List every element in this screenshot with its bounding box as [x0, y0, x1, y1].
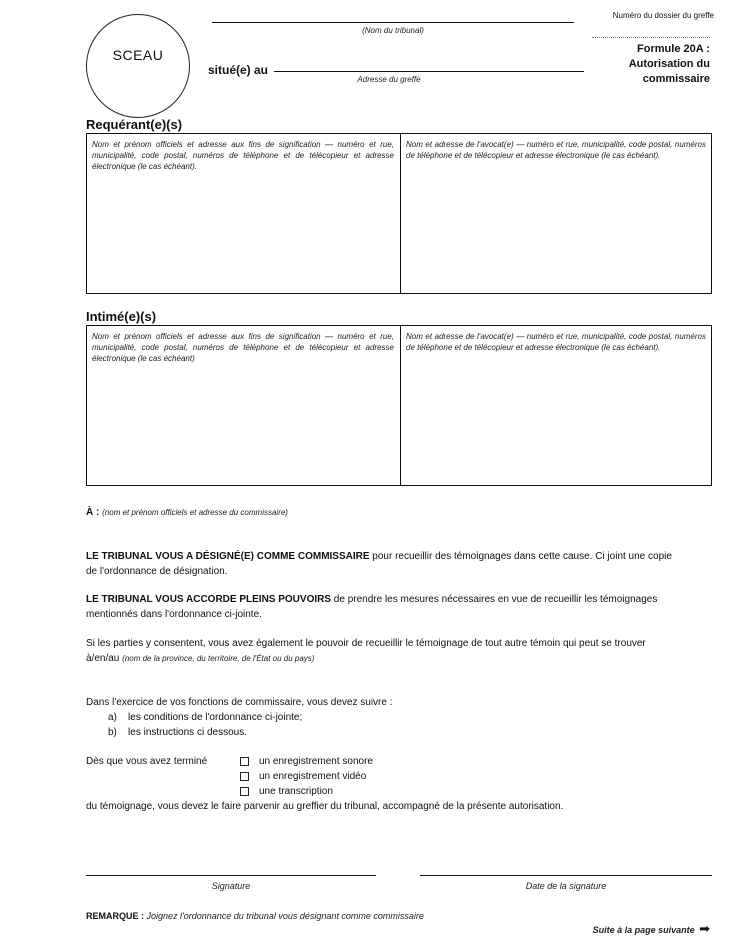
remark-label: REMARQUE :	[86, 911, 144, 921]
court-name-line	[212, 22, 574, 23]
consent-prefix: à/en/au	[86, 653, 120, 664]
respondents-lawyer-caption: Nom et adresse de l'avocat(e) — numéro et rue, municipalité, code postal, numéros de téléphone et de télécopieur et adresse électronique (le cas échéant).	[406, 332, 706, 352]
form-title-line2: commissaire	[642, 73, 710, 85]
applicants-heading: Requérant(e)(s)	[86, 117, 183, 132]
option-video-label: un enregistrement vidéo	[259, 771, 367, 782]
applicants-lawyer-caption: Nom et adresse de l'avocat(e) — numéro et rue, municipalité, code postal, numéros de téléphone et de télécopieur et adresse électronique (le cas échéant).	[406, 140, 706, 160]
file-number-line	[592, 37, 710, 38]
right-arrow-icon: ➡	[699, 921, 710, 936]
finished-end: du témoignage, vous devez le faire parvenir au greffier du tribunal, accompagné de la présente autorisation.	[86, 801, 564, 812]
respondents-divider	[400, 325, 401, 486]
option-video[interactable]	[240, 769, 366, 784]
designation-text: pour recueillir des témoignages dans cette cause. Ci joint une copie	[369, 551, 672, 562]
item-a-text: les conditions de l'ordonnance ci-jointe;	[128, 712, 303, 723]
powers-text: de prendre les mesures nécessaires en vue de recueillir les témoignages	[331, 594, 658, 605]
consent-line1: Si les parties y consentent, vous avez également le pouvoir de recueillir le témoignage de tout autre témoin qui peut se trouver	[86, 638, 646, 649]
paragraph-duties	[86, 695, 716, 740]
applicants-party-caption: Nom et prénom officiels et adresse aux fins de signification — numéro et rue, municipalité, code postal, numéros de téléphone et de télécopieur et adresse électronique (le cas échéant).	[92, 140, 394, 171]
item-b-marker: b)	[108, 727, 117, 738]
file-number-caption: Numéro du dossier du greffe	[612, 11, 714, 20]
audio-checkbox[interactable]	[240, 757, 249, 766]
applicants-divider	[400, 133, 401, 294]
date-line[interactable]	[420, 875, 712, 876]
item-b-text: les instructions ci dessous.	[128, 727, 247, 738]
paragraph-powers	[86, 592, 716, 622]
located-label: situé(e) au	[208, 63, 269, 77]
seal-circle	[86, 14, 190, 118]
address-line	[274, 71, 584, 72]
duties-intro: Dans l'exercice de vos fonctions de commissaire, vous devez suivre :	[86, 697, 393, 708]
seal-label: SCEAU	[112, 47, 164, 63]
to-caption: (nom et prénom officiels et adresse du commissaire)	[102, 508, 288, 517]
option-audio[interactable]	[240, 754, 373, 769]
option-transcript[interactable]	[240, 784, 333, 799]
item-a-marker: a)	[108, 712, 117, 723]
designation-line2: de l'ordonnance de désignation.	[86, 566, 228, 577]
form-number: Formule 20A :	[637, 43, 710, 55]
powers-bold: LE TRIBUNAL VOUS ACCORDE PLEINS POUVOIRS	[86, 594, 332, 605]
respondents-party-caption: Nom et prénom officiels et adresse aux fins de signification — numéro et rue, municipalité, code postal, numéros de téléphone et de télécopieur et adresse électronique (le cas échéant)	[92, 332, 394, 363]
consent-caption: (nom de la province, du territoire, de l'État ou du pays)	[122, 654, 315, 663]
finished-intro: Dès que vous avez terminé	[86, 756, 208, 767]
to-label: À :	[86, 507, 100, 518]
form-title-line1: Autorisation du	[628, 58, 710, 70]
designation-bold: LE TRIBUNAL VOUS A DÉSIGNÉ(E) COMME COMMISSAIRE	[86, 551, 370, 562]
video-checkbox[interactable]	[240, 772, 249, 781]
option-transcript-label: une transcription	[259, 786, 333, 797]
continued-text: Suite à la page suivante	[592, 925, 695, 935]
respondents-heading: Intimé(e)(s)	[86, 309, 157, 324]
paragraph-designation	[86, 549, 716, 579]
to-line	[86, 507, 288, 518]
court-name-caption: (Nom du tribunal)	[362, 26, 424, 35]
powers-line2: mentionnés dans l'ordonnance ci-jointe.	[86, 609, 262, 620]
option-audio-label: un enregistrement sonore	[259, 756, 373, 767]
remark	[86, 911, 424, 921]
signature-line[interactable]	[86, 875, 376, 876]
transcript-checkbox[interactable]	[240, 787, 249, 796]
continued-note	[560, 920, 710, 938]
paragraph-consent	[86, 636, 716, 666]
signature-caption: Signature	[211, 881, 251, 891]
remark-text: Joignez l'ordonnance du tribunal vous désignant comme commissaire	[146, 911, 424, 921]
date-caption: Date de la signature	[525, 881, 607, 891]
address-caption: Adresse du greffe	[357, 75, 421, 84]
